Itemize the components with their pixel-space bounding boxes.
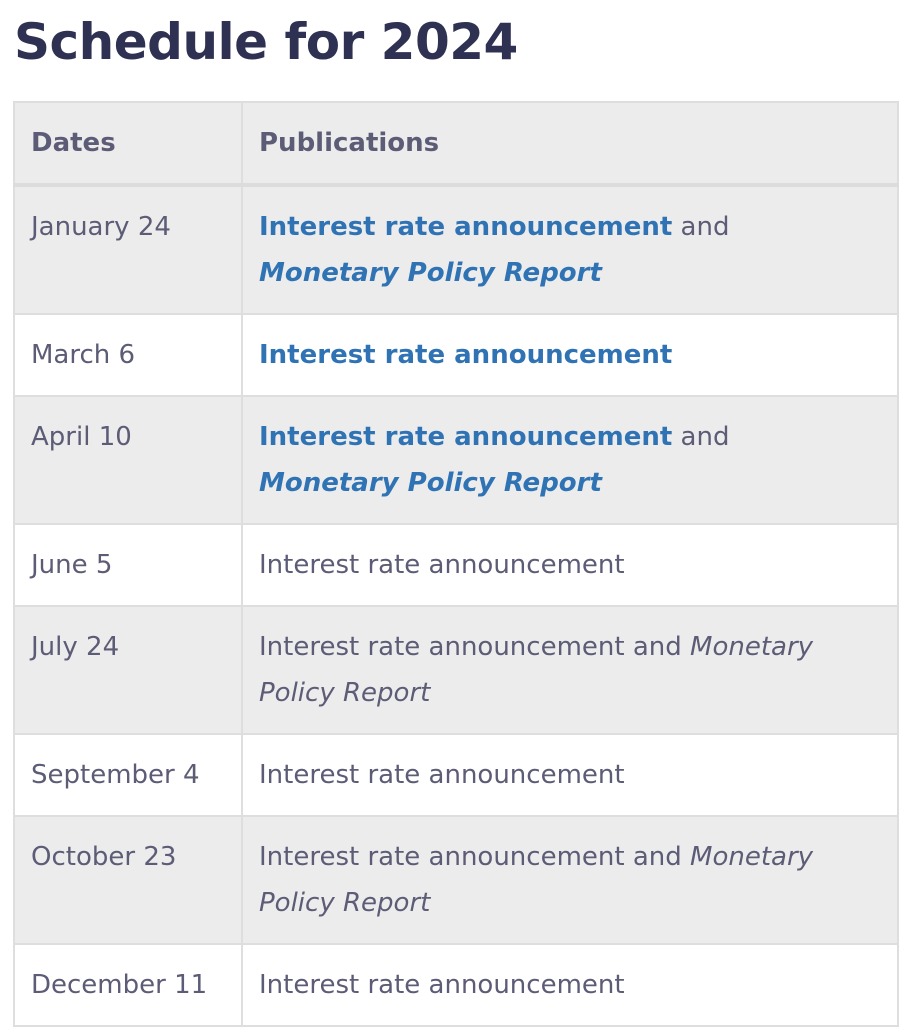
interest-rate-announcement-link[interactable]: Interest rate announcement bbox=[259, 422, 673, 452]
table-row bbox=[14, 816, 898, 944]
publication-text: Interest rate announcement bbox=[259, 970, 625, 1000]
row-date: October 23 bbox=[14, 816, 242, 944]
row-publications bbox=[242, 606, 898, 734]
row-publications bbox=[242, 734, 898, 816]
table-row bbox=[14, 606, 898, 734]
table-row bbox=[14, 185, 898, 314]
joiner-text: and bbox=[672, 422, 730, 452]
row-date: September 4 bbox=[14, 734, 242, 816]
row-publications bbox=[242, 524, 898, 606]
table-row bbox=[14, 944, 898, 1026]
row-publications bbox=[242, 396, 898, 524]
table-header-row bbox=[14, 102, 898, 185]
publication-text-italic: Monetary Policy Report bbox=[259, 632, 814, 708]
row-date: December 11 bbox=[14, 944, 242, 1026]
row-date: June 5 bbox=[14, 524, 242, 606]
joiner-text: and bbox=[672, 212, 730, 242]
row-date: January 24 bbox=[14, 185, 242, 314]
interest-rate-announcement-link[interactable]: Interest rate announcement bbox=[259, 340, 673, 370]
publication-text: Interest rate announcement bbox=[259, 760, 625, 790]
table-row bbox=[14, 524, 898, 606]
row-publications bbox=[242, 816, 898, 944]
publication-text: Interest rate announcement bbox=[259, 632, 625, 662]
publication-text-italic: Monetary Policy Report bbox=[259, 842, 814, 918]
row-publications bbox=[242, 944, 898, 1026]
monetary-policy-report-link[interactable]: Monetary Policy Report bbox=[259, 468, 602, 498]
table-row bbox=[14, 734, 898, 816]
monetary-policy-report-link[interactable]: Monetary Policy Report bbox=[259, 258, 602, 288]
joiner-text: and bbox=[624, 632, 691, 662]
schedule-table bbox=[13, 101, 899, 1027]
row-date: March 6 bbox=[14, 314, 242, 396]
page-title: Schedule for 2024 bbox=[14, 13, 518, 71]
header-publications: Publications bbox=[242, 102, 898, 185]
header-dates: Dates bbox=[14, 102, 242, 185]
row-date: July 24 bbox=[14, 606, 242, 734]
publication-text: Interest rate announcement bbox=[259, 550, 625, 580]
table-row bbox=[14, 396, 898, 524]
row-publications bbox=[242, 185, 898, 314]
row-publications bbox=[242, 314, 898, 396]
publication-text: Interest rate announcement bbox=[259, 842, 625, 872]
interest-rate-announcement-link[interactable]: Interest rate announcement bbox=[259, 212, 673, 242]
joiner-text: and bbox=[624, 842, 691, 872]
table-row bbox=[14, 314, 898, 396]
row-date: April 10 bbox=[14, 396, 242, 524]
